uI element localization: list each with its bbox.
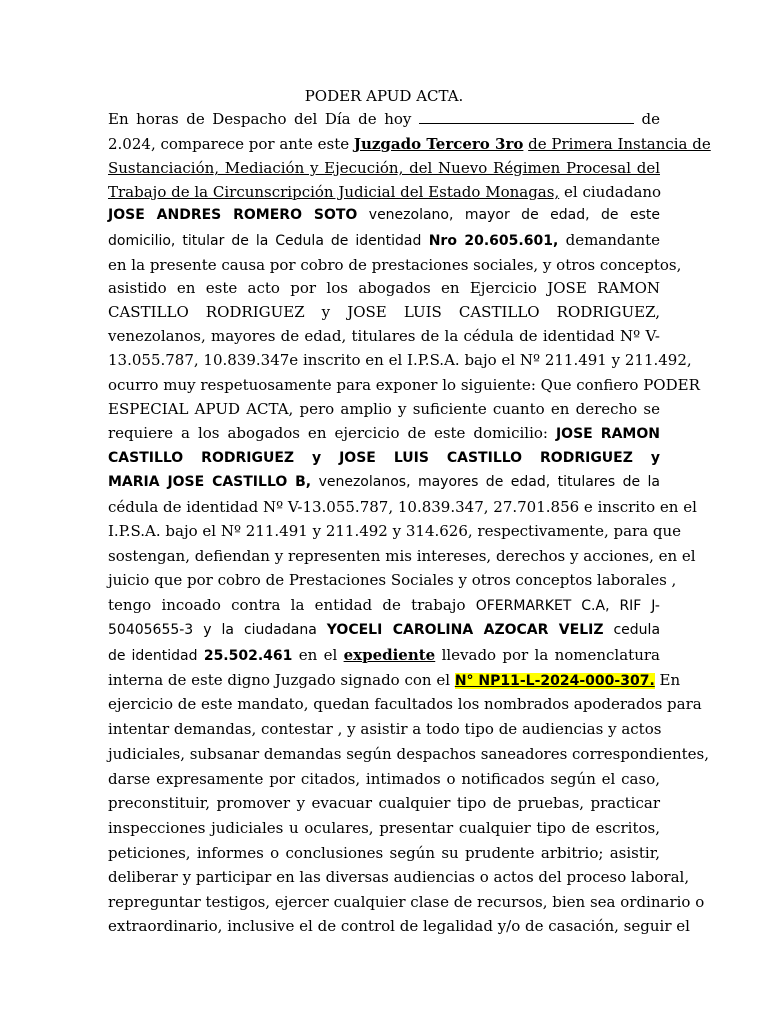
line-text: Sustanciación, Mediación y Ejecución, del Nuevo Régimen Procesal del <box>108 159 660 177</box>
line-text: cedula <box>613 622 661 638</box>
line-text: demandante <box>565 231 661 249</box>
date-blank-field <box>419 110 634 124</box>
line-21 <box>108 594 660 617</box>
line-8 <box>108 277 660 300</box>
line-6 <box>108 229 660 252</box>
line-18 <box>108 520 682 543</box>
line-text: peticiones, informes o conclusiones según su prudente arbitrio; asistir, <box>108 844 660 862</box>
line-text: repreguntar testigos, ejercer cualquier clase de recursos, bien sea ordinario o <box>108 893 705 911</box>
line-text: 50405655-3 y la ciudadana <box>108 622 317 638</box>
line-text: ocurro muy respetuosamente para exponer lo siguiente: Que confiero PODER <box>108 376 700 394</box>
line-17 <box>108 496 697 519</box>
document-title: PODER APUD ACTA. <box>304 87 464 105</box>
line-text: En horas de Despacho del Día de hoy <box>108 110 412 128</box>
line-text: venezolanos, mayores de edad, titulares de la cédula de identidad Nº V- <box>108 327 660 345</box>
line-text: de Primera Instancia de <box>528 135 711 153</box>
line-16 <box>108 471 660 494</box>
line-7 <box>108 254 682 277</box>
line-31 <box>108 842 660 865</box>
line-text: llevado por la nomenclatura <box>441 646 660 664</box>
line-text: venezolano, mayor de edad, de este <box>368 207 660 223</box>
line-11 <box>108 349 692 372</box>
line-22 <box>108 619 660 642</box>
line-text: 13.055.787, 10.839.347e inscrito en el I.P.S.A. bajo el Nº 211.491 y 211.492, <box>108 351 692 369</box>
line-text: cédula de identidad Nº V-13.055.787, 10.839.347, 27.701.856 e inscrito en el <box>108 498 697 516</box>
line-text: judiciales, subsanar demandas según despachos saneadores correspondientes, <box>108 745 709 763</box>
court-name: Juzgado Tercero 3ro <box>353 135 524 153</box>
line-text: juicio que por cobro de Prestaciones Sociales y otros conceptos laborales , <box>108 571 677 589</box>
case-number: N° NP11-L-2024-000-307. <box>454 673 655 689</box>
line-15 <box>108 447 660 470</box>
lawyer-names: MARIA JOSE CASTILLO B, <box>108 474 312 490</box>
line-32 <box>108 866 690 889</box>
line-text: intentar demandas, contestar , y asistir a todo tipo de audiencias y actos <box>108 720 662 738</box>
lawyer-names: JOSE RAMON <box>555 426 660 442</box>
line-text: En <box>659 671 681 689</box>
line-2 <box>108 133 711 156</box>
line-text: domicilio, titular de la Cedula de identidad <box>108 233 422 249</box>
line-text: inspecciones judiciales u oculares, presentar cualquier tipo de escritos, <box>108 819 660 837</box>
line-text: en el <box>298 646 338 664</box>
line-33 <box>108 891 705 914</box>
line-text: interna de este digno Juzgado signado con el <box>108 671 451 689</box>
line-14 <box>108 422 660 445</box>
line-4 <box>108 181 660 204</box>
line-26 <box>108 718 660 741</box>
line-1 <box>108 108 660 131</box>
line-3 <box>108 157 660 180</box>
line-10 <box>108 325 660 348</box>
line-30 <box>108 817 660 840</box>
line-13 <box>108 398 660 421</box>
defendant-id-number: 25.502.461 <box>203 648 293 664</box>
line-text: ESPECIAL APUD ACTA, pero amplio y suficiente cuanto en derecho se <box>108 400 660 418</box>
lawyer-names: CASTILLO RODRIGUEZ y JOSE LUIS CASTILLO RODRIGUEZ y <box>108 450 660 466</box>
line-23 <box>108 644 660 667</box>
line-text: de <box>641 110 660 128</box>
line-text: Trabajo de la Circunscripción Judicial del Estado Monagas, <box>108 183 560 201</box>
line-12 <box>108 374 700 397</box>
line-text: ejercicio de este mandato, quedan facultados los nombrados apoderados para <box>108 695 702 713</box>
line-text: requiere a los abogados en ejercicio de este domicilio: <box>108 424 548 442</box>
line-text: extraordinario, inclusive el de control de legalidad y/o de casación, seguir el <box>108 917 690 935</box>
line-9 <box>108 301 660 324</box>
client-id-number: Nro 20.605.601, <box>428 233 559 249</box>
line-text: darse expresamente por citados, intimados o notificados según el caso, <box>108 770 660 788</box>
defendant-name: YOCELI CAROLINA AZOCAR VELIZ <box>326 622 604 638</box>
line-24 <box>108 669 681 692</box>
employer-name: OFERMARKET C.A, RIF J- <box>475 598 660 614</box>
line-text: deliberar y participar en las diversas audiencias o actos del proceso laboral, <box>108 868 690 886</box>
line-text: de identidad <box>108 648 198 664</box>
line-20 <box>108 569 677 592</box>
line-text: tengo incoado contra la entidad de trabajo <box>108 596 466 614</box>
line-28 <box>108 768 660 791</box>
line-text: I.P.S.A. bajo el Nº 211.491 y 211.492 y 314.626, respectivamente, para que <box>108 522 682 540</box>
line-text: preconstituir, promover y evacuar cualquier tipo de pruebas, practicar <box>108 794 660 812</box>
line-25 <box>108 693 702 716</box>
line-27 <box>108 743 709 766</box>
line-text: en la presente causa por cobro de prestaciones sociales, y otros conceptos, <box>108 256 682 274</box>
line-text: CASTILLO RODRIGUEZ y JOSE LUIS CASTILLO RODRIGUEZ, <box>108 303 660 321</box>
line-5 <box>108 204 660 227</box>
line-29 <box>108 792 660 815</box>
line-text: asistido en este acto por los abogados en Ejercicio JOSE RAMON <box>108 279 660 297</box>
line-text: 2.024, comparece por ante este <box>108 135 350 153</box>
line-text: el ciudadano <box>564 183 662 201</box>
line-34 <box>108 915 690 938</box>
line-19 <box>108 545 696 568</box>
expediente-label: expediente <box>343 646 436 664</box>
client-name: JOSE ANDRES ROMERO SOTO <box>108 207 358 223</box>
line-text: venezolanos, mayores de edad, titulares de la <box>318 474 661 490</box>
line-text: sostengan, defiendan y representen mis intereses, derechos y acciones, en el <box>108 547 696 565</box>
